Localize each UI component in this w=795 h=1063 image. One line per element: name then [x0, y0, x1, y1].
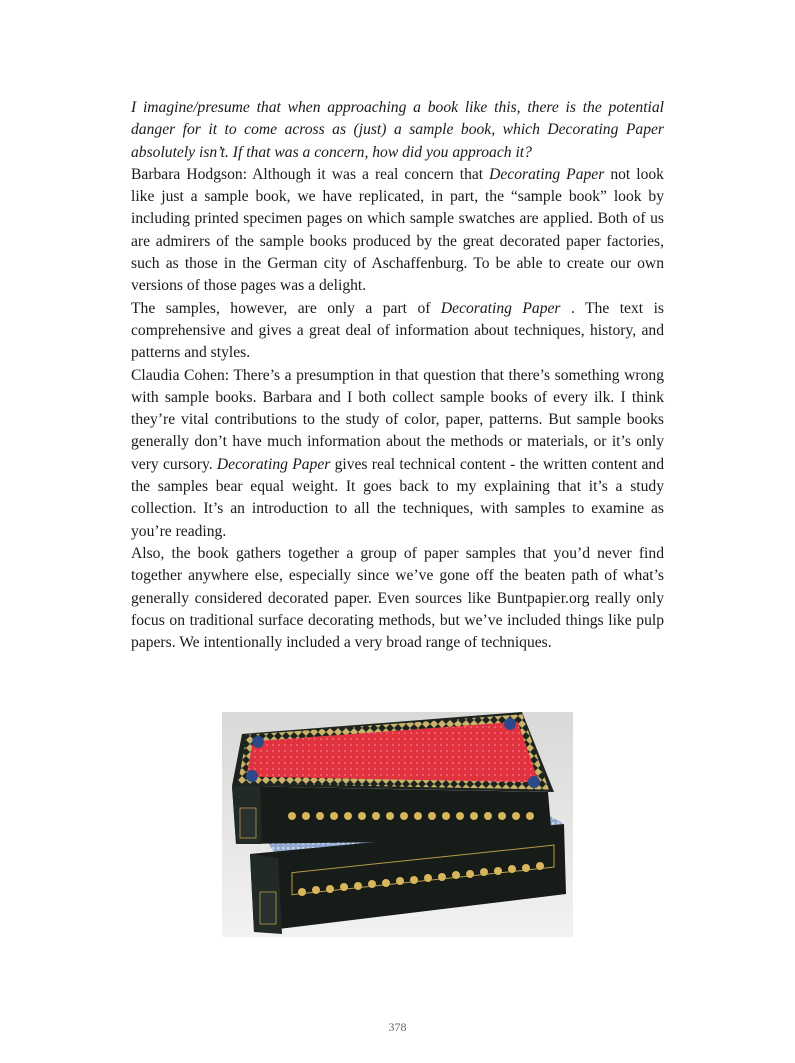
- book-title: Decorating Paper: [489, 165, 605, 183]
- book-title: Decorating Paper: [440, 299, 561, 317]
- body-text: [131, 97, 664, 654]
- interview-question: I imagine/presume that when approaching a book like this, there is the potential danger for it to come across as (just) a sample book, which Decorating Paper absolutely isn’t. If that was a concern, how did you approach it?: [131, 99, 664, 161]
- paragraph-range-of-techniques: Also, the book gathers together a group of paper samples that you’d never find together anywhere else, especially since we’ve gone off the beaten path of what’s generally considered decorated paper. Even sources like Buntpapier.org really only focus on traditional surface decorating methods, but we’ve included things like pulp papers. We intentionally included a very broad range of techniques.: [131, 544, 664, 652]
- paragraph-hodgson-answer: Barbara Hodgson: Although it was a real concern that Decorating Paper not look like just a sample book, we have replicated, in part, the “sample book” look by including printed specimen pages on which sample swatches are applied. Both of us are admirers of the sample books produced by the great decorated paper factories, such as those in the German city of Aschaffenburg. To be able to create our own versions of those pages was a delight.: [131, 165, 664, 295]
- page-number: 378: [388, 1020, 407, 1034]
- paragraph-cohen-answer: Claudia Cohen: There’s a presumption in that question that there’s something wrong with sample books. Barbara and I both collect sample books of every ilk. I think they’re vital contributions to the study of color, paper, patterns. But sample books generally don’t have much information about the methods or materials, or it’s only very cursory. Decorating Paper gives real technical content - the written content and the samples bear equal weight. It goes back to my explaining that it’s a study collection. It’s an introduction to all the techniques, with samples to examine as you’re reading.: [131, 366, 664, 540]
- book-photo: [222, 712, 573, 937]
- book-title: Decorating Paper: [216, 455, 331, 473]
- paragraph-samples-note: The samples, however, are only a part of Decorating Paper . The text is comprehensive and gives a great deal of information about techniques, history, and patterns and styles.: [131, 299, 664, 362]
